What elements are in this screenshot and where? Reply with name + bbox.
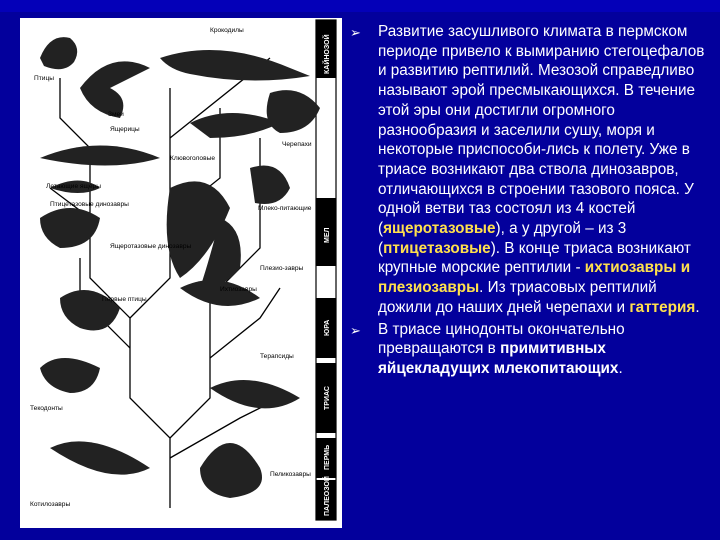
era-label-jurassic: ЮРА [324,319,331,336]
crocodile-shape [160,50,310,81]
label-thecodonts: Текодонты [30,405,63,412]
arrow-bullet-icon: ➢ [350,322,361,338]
label-saurischians: Ящеротазовые динозавры [110,243,192,250]
era-label-permian: ПЕРМЬ [324,444,331,470]
evolution-tree-svg [20,18,342,528]
lizard-shape [190,113,280,138]
label-flying-lizards: Летающие ящеры [46,183,101,190]
text-part: ), а у другой – из 3 ( [378,220,627,257]
label-mammals: Млеко-питающие [258,205,312,212]
thecodont-shape [40,358,100,393]
label-ornithischians: Птицетазовые динозавры [50,201,129,208]
bullet-reptile-evolution [350,22,710,318]
era-label-cretaceous: МЕЛ [324,227,331,243]
label-lizards: Ящерицы [110,126,140,133]
era-label-triassic: ТРИАС [324,386,331,410]
slide-text-panel [350,22,710,381]
arrow-bullet-icon: ➢ [350,25,361,40]
term-marine-reptiles: ихтиозавры и плезиозавры [378,259,691,297]
label-birds: Птицы [34,75,54,82]
top-stripe [0,0,720,12]
cotylosaur-shape [50,441,150,474]
label-snakes: Змеи [108,111,124,118]
pelycosaur-shape [200,443,262,498]
era-label-cenozoic: КАЙНОЗОЙ [324,34,331,74]
label-first-birds: Первые птицы [102,296,147,303]
bird-shape [40,37,77,69]
text-part: Развитие засушливого климата в пермском периоде привело к вымиранию стегоцефалов и развитию рептилий. Мезозой справедливо называют эрой пресмыкающихся. В течение этой эры они достигли огромного разнообразия и заселили сушу, моря и некоторые приспособи-лись к полету. Уже в триасе возникают два ствола динозавров, отличающихся в строении тазового пояса. У одной ветви таз состоял из 4 костей ( [378,23,705,238]
label-beakheads: Клювоголовые [170,155,216,162]
turtle-shape [267,90,320,133]
label-cotylosaurs: Котилозавры [30,501,71,508]
label-crocodiles: Крокодилы [210,27,244,34]
label-plesiosaurs: Плезио-завры [260,265,304,272]
term-monotremes: примитивных яйцекладущих млекопитающих [378,340,619,377]
label-turtles: Черепахи [282,141,312,148]
text-part: . Из триасовых рептилий дожили до наших дней черепахи и [378,279,657,316]
label-therapsids: Терапсиды [260,353,294,360]
bullet-2-body [378,321,625,377]
text-part: В триасе цинодонты окончательно превращаются в [378,320,625,358]
term-ornithischians: птицетазовые [383,239,491,257]
ornithischian-shape [40,208,100,248]
ichthyosaur-shape [180,280,260,306]
beakhead-shape [40,146,160,166]
term-saurischians: ящеротазовые [383,220,496,238]
therapsid-shape [210,380,300,408]
term-tuatara: гаттерия [629,298,696,316]
label-pelycosaurs: Пеликозавры [270,471,311,478]
snake-shape [80,61,150,118]
text-part: . [618,359,623,377]
bullet-cynodonts [350,320,710,379]
label-ichthyosaurs: Ихтиозавры [220,286,257,293]
era-label-paleozoic: ПАЛЕОЗОЙ [324,476,331,516]
text-part: . [695,298,700,316]
bullet-1-body [378,23,704,316]
mammal-shape [250,166,290,205]
reptile-evolution-diagram [20,18,342,528]
text-part: ). В конце триаса возникают крупные морские рептилии - [378,239,691,277]
